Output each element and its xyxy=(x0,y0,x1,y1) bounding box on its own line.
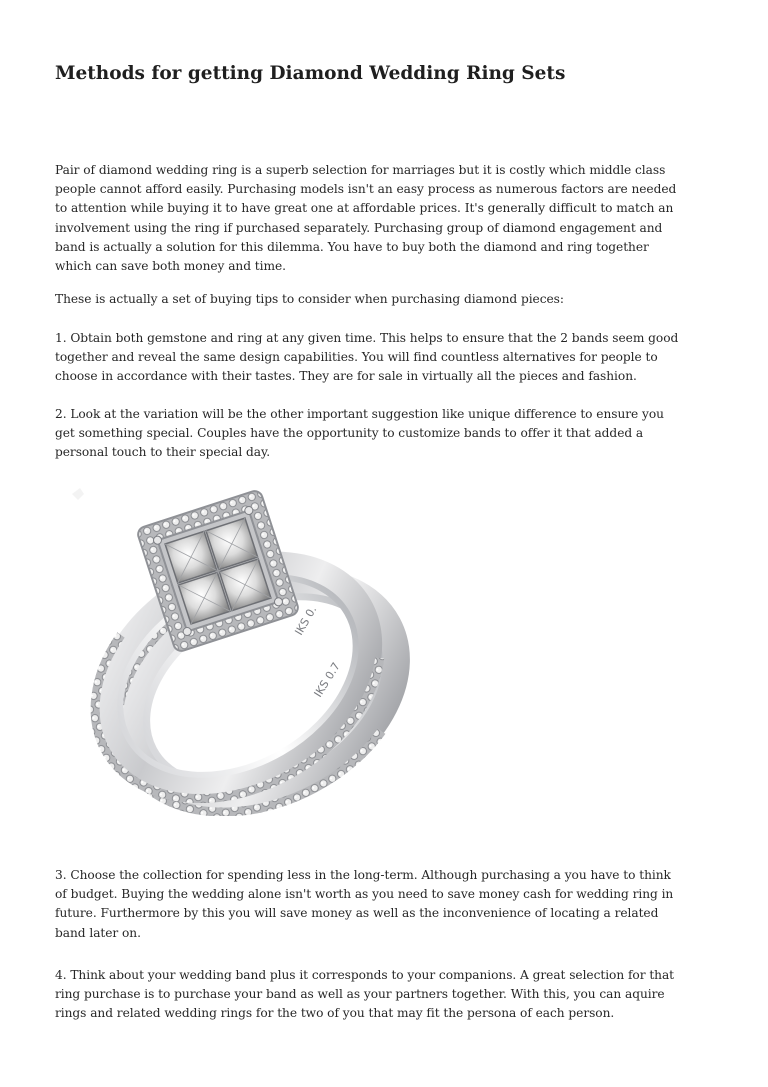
paragraph-tip-3 xyxy=(55,866,715,943)
paragraph-tip-1 xyxy=(55,329,715,387)
text-line: rings and related wedding rings for the two of you that may fit the persona of each person. xyxy=(55,1006,615,1021)
watermark-mark xyxy=(72,488,84,500)
text-line: band later on. xyxy=(55,925,141,940)
text-line: to attention while buying it to have great one at affordable prices. It's generally difficult to match an xyxy=(55,201,674,216)
text-line: 3. Choose the collection for spending less in the long-term. Although purchasing a you have to think xyxy=(55,868,671,882)
text-line: 4. Think about your wedding band plus it corresponds to your companions. A great selection for that xyxy=(55,968,675,982)
paragraph-tip-4 xyxy=(55,966,715,1024)
paragraph-tips-intro xyxy=(55,290,715,309)
text-line: personal touch to their special day. xyxy=(55,445,271,460)
text-line: together and reveal the same design capabilities. You will find countless alternatives for people to xyxy=(55,350,658,365)
text-line: future. Furthermore by this you will save money as well as the inconvenience of locating a related xyxy=(55,906,659,921)
page-title: Methods for getting Diamond Wedding Ring Sets xyxy=(55,63,566,84)
text-line: Pair of diamond wedding ring is a superb selection for marriages but it is costly which middle class xyxy=(55,163,666,177)
text-line: These is actually a set of buying tips to consider when purchasing diamond pieces: xyxy=(55,292,564,306)
text-line: ring purchase is to purchase your band as well as your partners together. With this, you can aquire xyxy=(55,987,665,1002)
engraving-front: IKS 0. xyxy=(292,603,320,638)
text-line: involvement using the ring if purchased separately. Purchasing group of diamond engagement and xyxy=(55,220,663,235)
text-line: 1. Obtain both gemstone and ring at any given time. This helps to ensure that the 2 bands seem good xyxy=(55,331,679,345)
text-line: 2. Look at the variation will be the other important suggestion like unique difference to ensure you xyxy=(55,407,664,421)
text-line: people cannot afford easily. Purchasing models isn't an easy process as numerous factors are needed xyxy=(55,182,677,197)
text-line: of budget. Buying the wedding alone isn't worth as you need to save money cash for wedding ring in xyxy=(55,887,674,902)
text-line: band is actually a solution for this dilemma. You have to buy both the diamond and ring together xyxy=(55,239,649,254)
paragraph-tip-2 xyxy=(55,405,715,463)
text-line: which can save both money and time. xyxy=(55,259,286,274)
engraving-back: IKS 0.7 xyxy=(311,660,343,700)
text-line: get something special. Couples have the opportunity to customize bands to offer it that added a xyxy=(55,426,644,441)
paragraph-intro xyxy=(55,161,715,276)
text-line: choose in accordance with their tastes. They are for sale in virtually all the pieces and fashion. xyxy=(55,369,637,384)
ring-set-image xyxy=(58,476,420,816)
